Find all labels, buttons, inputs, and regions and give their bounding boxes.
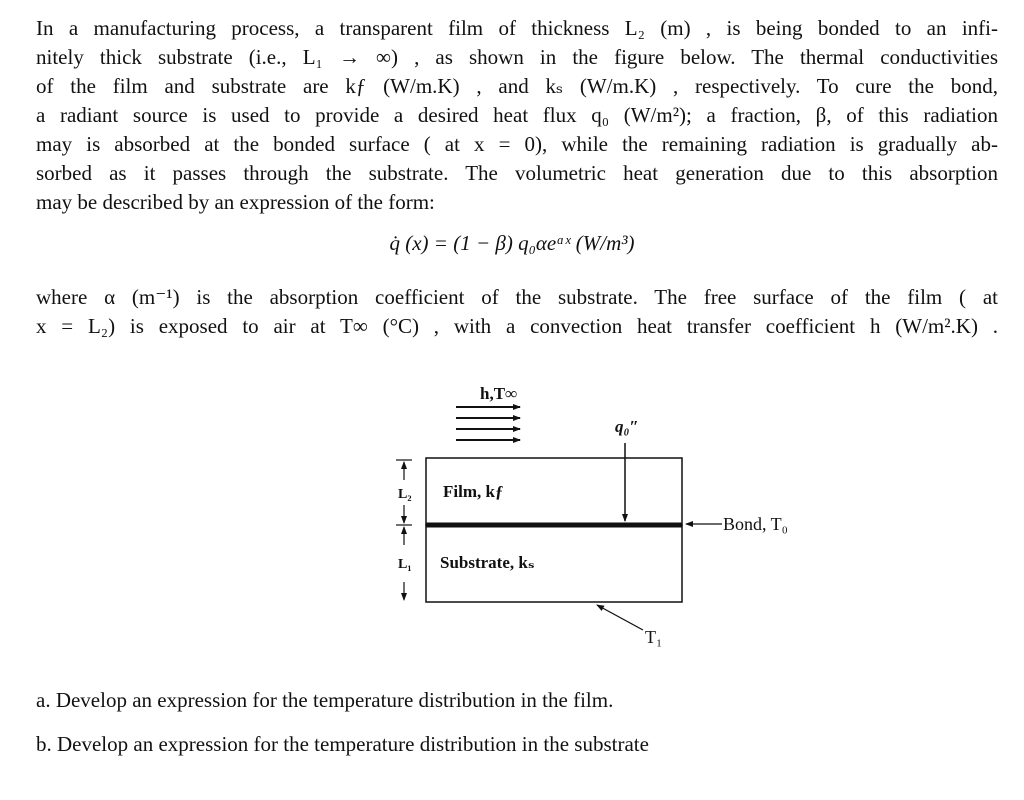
l1-label: L₁ (398, 557, 412, 572)
text-line: may is absorbed at the bonded surface ( at x = 0), while the remaining radiation is gradually ab- (36, 132, 998, 156)
question-a: a. Develop an expression for the temperature distribution in the film. (36, 688, 614, 712)
text-line: where α (m⁻¹) is the absorption coefficient of the substrate. The free surface of the film ( at (36, 285, 998, 309)
l2-label: L₂ (398, 487, 412, 502)
text-line: x = L₂) is exposed to air at T∞ (°C) , with a convection heat transfer coefficient h (W/m².K) . (36, 314, 998, 338)
text-line: In a manufacturing process, a transparent film of thickness L₂ (m) , is being bonded to an infi- (36, 16, 998, 40)
t1-label: T₁ (645, 627, 663, 647)
text-line: may be described by an expression of the form: (36, 190, 435, 214)
convection-label: h,T∞ (480, 384, 518, 403)
text-line: nitely thick substrate (i.e., L₁ → ∞) , as shown in the figure below. The thermal conductivities (36, 45, 998, 69)
text-line: a radiant source is used to provide a desired heat flux q₀ (W/m²); a fraction, β, of this radiation (36, 103, 998, 127)
t1-pointer-arrow-icon (597, 605, 643, 630)
text-line: of the film and substrate are kƒ (W/m.K) , and kₛ (W/m.K) , respectively. To cure the bond, (36, 74, 998, 98)
heat-flux-label: q₀″ (615, 417, 639, 436)
heat-generation-equation: q̇ (x) = (1 − β) q₀αeᵅˣ (W/m³) (389, 231, 635, 255)
substrate-label: Substrate, kₛ (440, 553, 535, 572)
dimension-markers (396, 460, 412, 600)
text-line: sorbed as it passes through the substrate. The volumetric heat generation due to this absorption (36, 161, 998, 185)
bond-label: Bond, T₀ (723, 514, 788, 534)
question-b: b. Develop an expression for the temperature distribution in the substrate (36, 732, 649, 756)
convection-arrows-icon (456, 407, 520, 440)
film-label: Film, kƒ (443, 482, 504, 501)
